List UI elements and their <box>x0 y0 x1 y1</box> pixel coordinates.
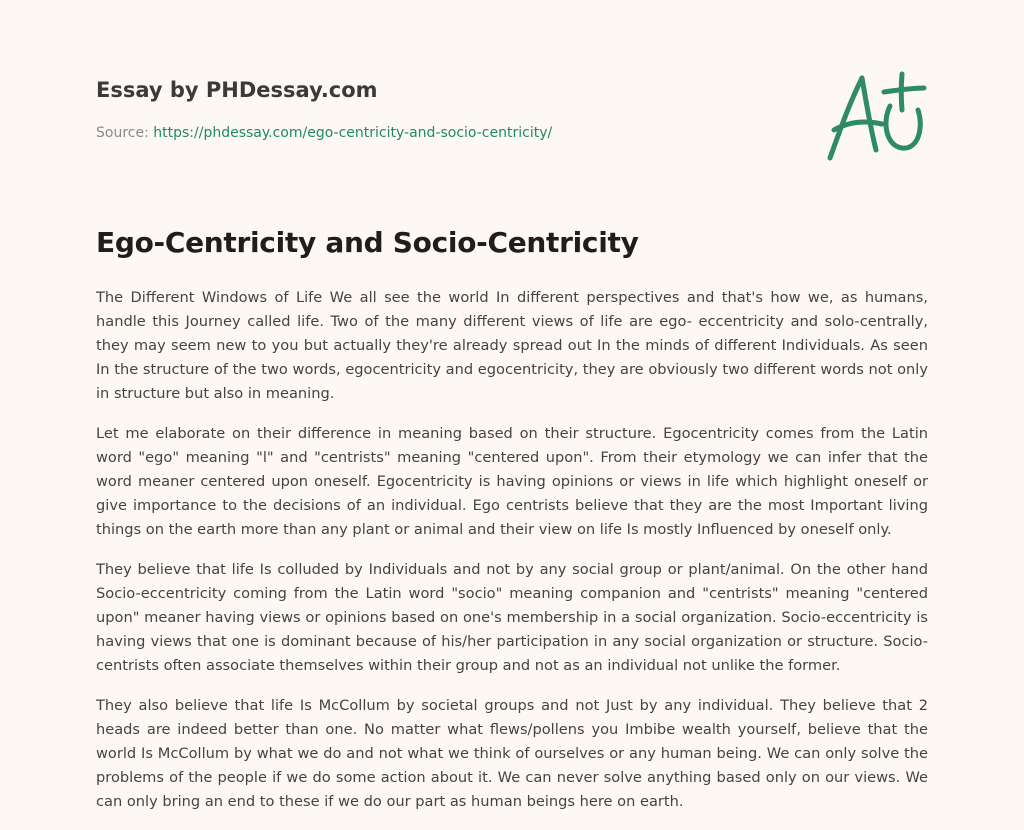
essay-title: Ego-Centricity and Socio-Centricity <box>96 226 639 259</box>
essay-body <box>96 286 928 830</box>
source-label: Source: <box>96 125 149 141</box>
essay-paragraph: Let me elaborate on their difference in meaning based on their structure. Egocentricity comes from the Latin word "ego" meaning "l" and "centrists" meaning "centered upon". From their etymology we can infer that the word meaner centered upon oneself. Egocentricity is having opinions or views in life which highlight oneself or give importance to the decisions of an individual. Ego centrists believe that they are the most Important living things on the earth more than any plant or animal and their view on life Is mostly Influenced by oneself only. <box>96 425 928 538</box>
site-brand: Essay by PHDessay.com <box>96 78 378 102</box>
a-plus-logo-icon <box>820 66 930 166</box>
a-plus-logo-graphic <box>820 66 930 166</box>
essay-paragraph: The Different Windows of Life We all see the world In different perspectives and that's how we, as humans, handle this Journey called life. Two of the many different views of life are ego- eccentricity and solo-centrally, they may seem new to you but actually they're already spread out In the minds of different Individuals. As seen In the structure of the two words, egocentricity and egocentricity, they are obviously two different words not only in structure but also in meaning. <box>96 289 928 402</box>
essay-paragraph: They believe that life Is colluded by Individuals and not by any social group or plant/animal. On the other hand Socio-eccentricity coming from the Latin word "socio" meaning companion and "centrists" meaning "centered upon" meaner having views or opinions based on one's membership in a social organization. Socio-eccentricity is having views that one is dominant because of his/her participation in any social organization or structure. Socio-centrists often associate themselves within their group and not as an individual not unlike the former. <box>96 561 928 674</box>
source-line <box>96 124 552 142</box>
source-link[interactable]: https://phdessay.com/ego-centricity-and-socio-centricity/ <box>153 125 553 141</box>
essay-paragraph: They also believe that life Is McCollum by societal groups and not Just by any individual. They believe that 2 heads are indeed better than one. No matter what flews/pollens you Imbibe wealth yourself, believe that the world Is McCollum by what we do and not what we think of ourselves or any human being. We can only solve the problems of the people if we do some action about it. We can never solve anything based only on our views. We can only bring an end to these if we do our part as human beings here on earth. <box>96 697 928 810</box>
